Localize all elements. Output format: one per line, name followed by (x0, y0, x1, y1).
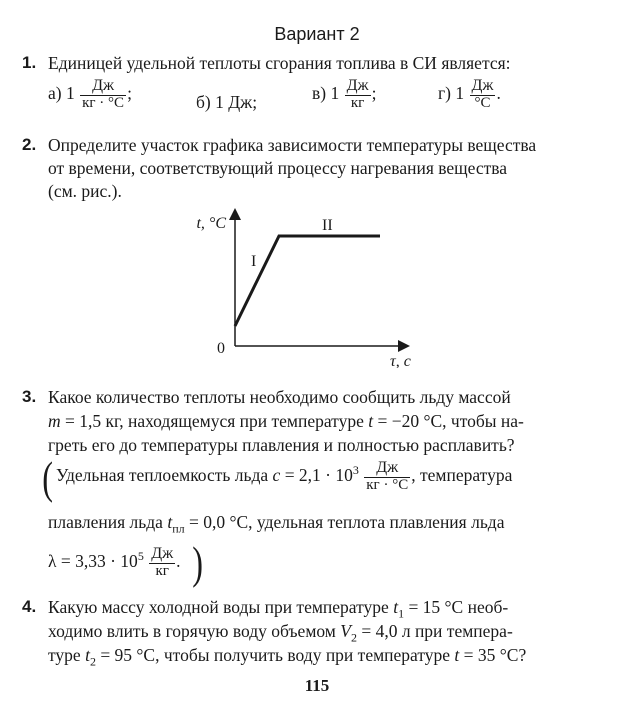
q3-line-3: греть его до температуры плавления и полностью расплавить? (48, 435, 515, 455)
q2-line-1: Определите участок графика зависимости температуры вещества (48, 135, 537, 155)
q1-number: 1. (22, 53, 37, 72)
q1-option-v: в) 1 $\frac{Дж}{кг}$ ; (312, 77, 377, 111)
variant-title: Вариант 2 (274, 24, 360, 44)
q4-line-2: ходимо влить в горячую воду объемом $V_2 = 4,0$ л при темпера- (48, 621, 513, 645)
q1-option-g: г) 1 $\frac{Дж}{^\circ С}$ . (438, 77, 501, 111)
y-axis-label: t, °С (196, 215, 226, 232)
x-axis-label: τ, с (390, 353, 411, 368)
q1-option-a: а) 1 $\frac{Дж}{кг \cdot ^\circ С}$ ; (48, 77, 132, 111)
q2-line-2: от времени, соответствующий процессу нагревания вещества (48, 158, 508, 178)
q3-number: 3. (22, 387, 37, 406)
q1-option-b: б) 1 Дж; (196, 92, 258, 112)
q3-line-1: Какое количество теплоты необходимо сообщить льду массой (48, 387, 511, 407)
page-number: 115 (304, 676, 330, 695)
origin-label: 0 (217, 340, 225, 357)
q3-line-2: m = 1,5 кг, находящемуся при температуре t = −20 °С, чтобы на- (48, 411, 524, 431)
q2-number: 2. (22, 135, 37, 154)
q2-line-3: (см. рис.). (48, 181, 122, 201)
q4-line-3: туре $t_2 = 95$ °С, чтобы получить воду при температуре t = 35 °С? (48, 645, 527, 669)
segment-1-label: I (251, 253, 257, 270)
q4-line-1: Какую массу холодной воды при температуре $t_1 = 15$ °С необ- (48, 597, 509, 621)
graph-curve (235, 236, 380, 326)
close-paren: ) (192, 537, 204, 588)
open-paren: ( (42, 452, 54, 503)
q1-text: Единицей удельной теплоты сгорания топлива в СИ является: (48, 53, 511, 73)
segment-2-label: II (322, 217, 333, 234)
q3-line-6: $\lambda = 3,33 \cdot 10^5$ $\frac{Дж}{кг}$ . (48, 545, 181, 579)
q4-number: 4. (22, 597, 37, 616)
temperature-time-graph (0, 208, 634, 368)
q3-line-4: Удельная теплоемкость льда $c = 2,1 \cdot 10^3$ $\frac{Дж}{кг \cdot ^\circ С}$ , температура (56, 459, 513, 493)
q3-line-5: плавления льда $t_{пл} = 0,0$ °С, удельная теплота плавления льда (48, 512, 505, 536)
